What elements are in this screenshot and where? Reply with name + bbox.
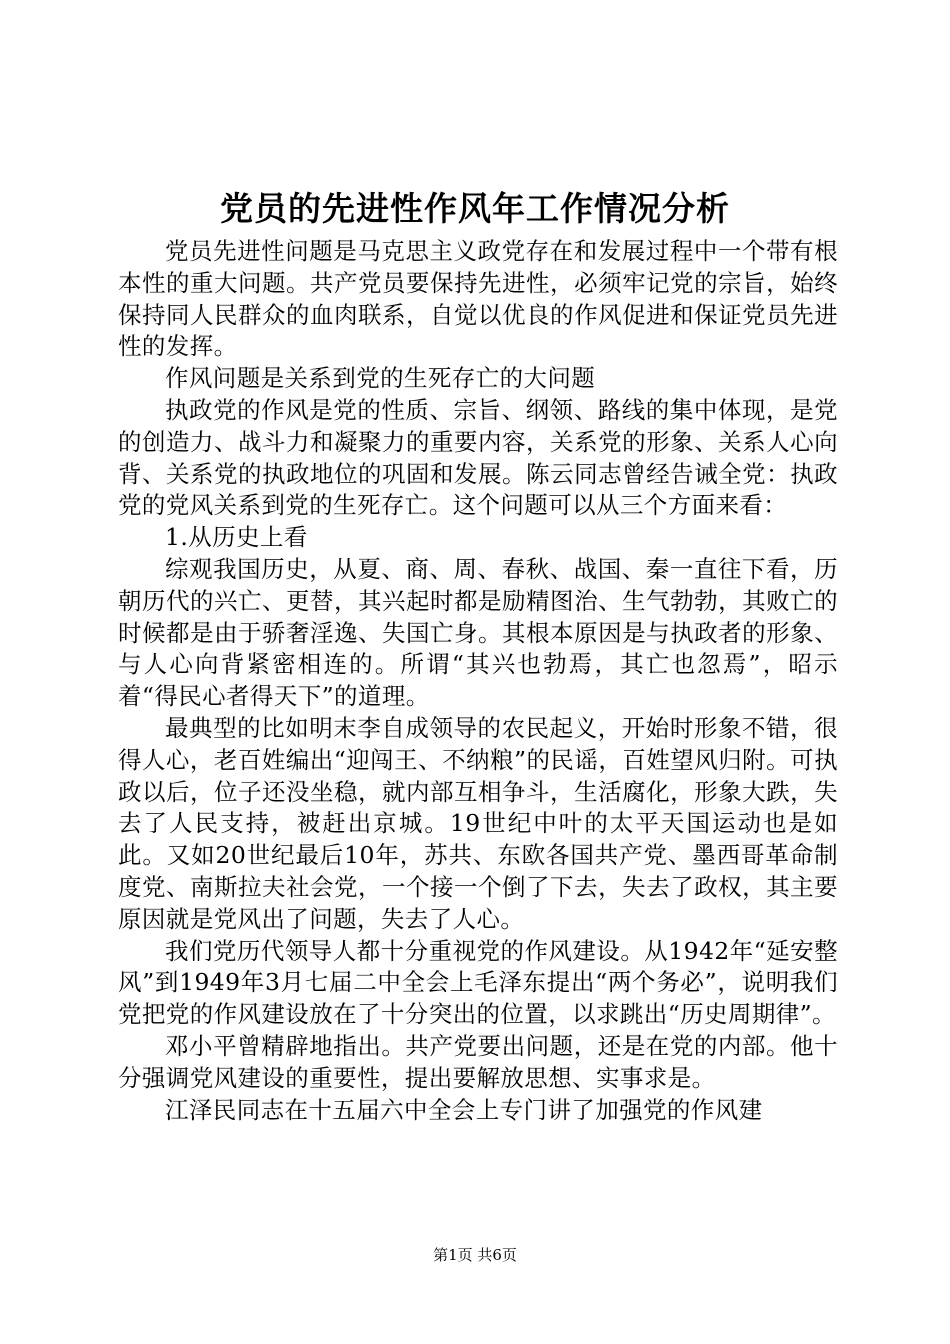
paragraph-party-leaders: 我们党历代领导人都十分重视党的作风建设。从1942年“延安整风”到1949年3月七届二中全会上毛泽东提出“两个务必”，说明我们党把党的作风建设放在了十分突出的位置，以求跳出“历史周期律”。 [118, 936, 838, 1029]
paragraph-intro: 党员先进性问题是马克思主义政党存在和发展过程中一个带有根本性的重大问题。共产党员要保持先进性，必须牢记党的宗旨，始终保持同人民群众的血肉联系，自觉以优良的作风促进和保证党员先进性的发挥。 [118, 237, 838, 361]
document-title: 党员的先进性作风年工作情况分析 [220, 189, 730, 228]
paragraph-ruling-party-style: 执政党的作风是党的性质、宗旨、纲领、路线的集中体现，是党的创造力、战斗力和凝聚力的重要内容，关系党的形象、关系人心向背、关系党的执政地位的巩固和发展。陈云同志曾经告诫全党：执政党的党风关系到党的生死存亡。这个问题可以从三个方面来看： [118, 395, 838, 520]
paragraph-subheading-history: 1.从历史上看 [165, 523, 308, 552]
paragraph-li-zicheng-example: 最典型的比如明末李自成领导的农民起义，开始时形象不错，很得人心，老百姓编出“迎闯王、不纳粮”的民谣，百姓望风归附。可执政以后，位子还没坐稳，就内部互相争斗，生活腐化，形象大跌，失去了人民支持，被赶出京城。19世纪中叶的太平天国运动也是如此。又如20世纪最后10年，苏共、东欧各国共产党、墨西哥革命制度党、南斯拉夫社会党，一个接一个倒了下去，失去了政权，其主要原因就是党风出了问题，失去了人心。 [118, 713, 838, 933]
paragraph-history-overview: 综观我国历史，从夏、商、周、春秋、战国、秦一直往下看，历朝历代的兴亡、更替，其兴起时都是励精图治、生气勃勃，其败亡的时候都是由于骄奢淫逸、失国亡身。其根本原因是与执政者的形象、与人心向背紧密相连的。所谓“其兴也勃焉，其亡也忽焉”，昭示着“得民心者得天下”的道理。 [118, 554, 838, 711]
paragraph-deng-xiaoping: 邓小平曾精辟地指出。共产党要出问题，还是在党的内部。他十分强调党风建设的重要性，提出要解放思想、实事求是。 [118, 1031, 838, 1092]
document-body [118, 236, 838, 1126]
paragraph-jiang-zemin: 江泽民同志在十五届六中全会上专门讲了加强党的作风建 [165, 1095, 763, 1124]
paragraph-heading-style-issue: 作风问题是关系到党的生死存亡的大问题 [165, 364, 596, 393]
page-footer: 第1页 共6页 [433, 1246, 517, 1264]
